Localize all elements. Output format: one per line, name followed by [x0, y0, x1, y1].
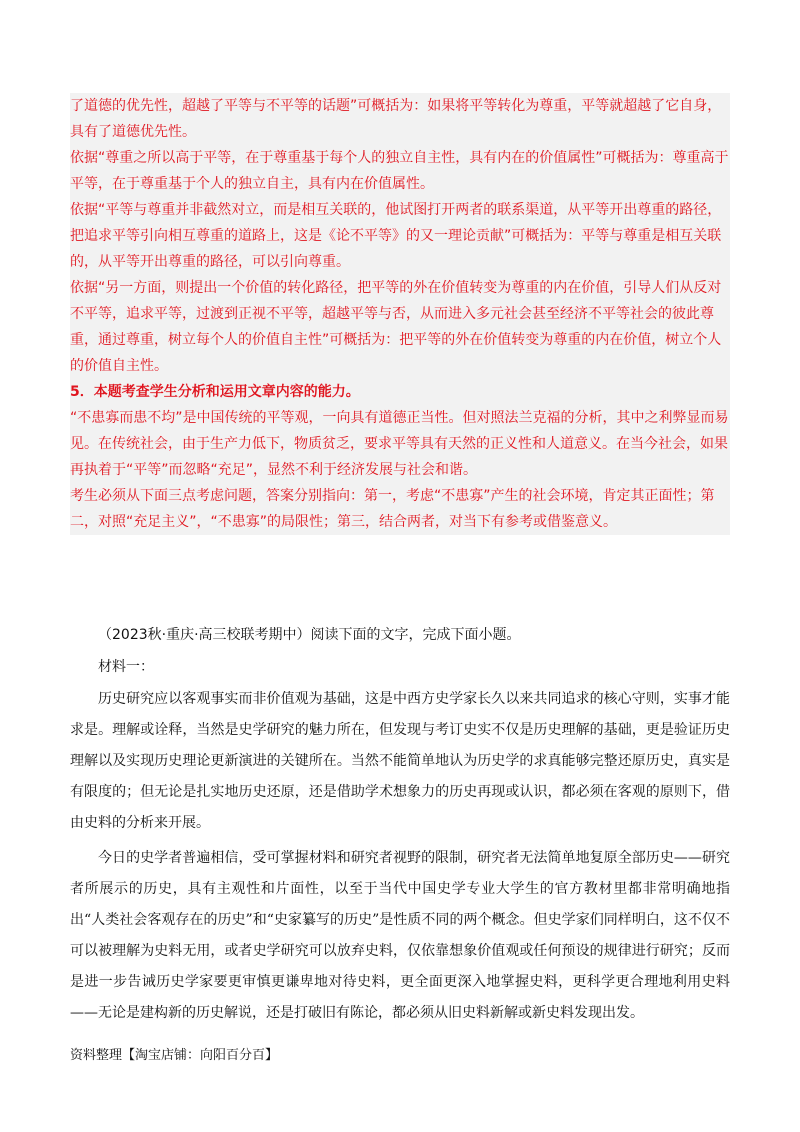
material-label: 材料一：	[98, 659, 154, 675]
answer-line: 依据“另一方面，则提出一个价值的转化路径，把平等的外在价值转变为尊重的内在价值，引导人们从反对不平等，追求平等，过渡到正视不平等，超越平等与否，从而进入多元社会甚至经济不平等社会的彼此尊重，通过尊重，树立每个人的价值自主性”可概括为：把平等的外在价值转变为尊重的内在价值，树立个人的价值自主性。	[70, 280, 722, 374]
answer-line: 考生必须从下面三点考虑问题，答案分别指向：第一，考虑“不患寡”产生的社会环境，肯定其正面性；第二，对照“充足主义”，“不患寡”的局限性；第三，结合两者，对当下有参考或借鉴意义。	[70, 488, 715, 530]
reading-passage	[70, 622, 730, 1029]
answer-line: 依据“尊重之所以高于平等，在于尊重基于每个人的独立自主性，具有内在的价值属性”可概括为：尊重高于平等，在于尊重基于个人的独立自主，具有内在价值属性。	[70, 150, 729, 192]
answer-line: 了道德的优先性，超越了平等与不平等的话题”可概括为：如果将平等转化为尊重，平等就超越了它自身，具有了道德优先性。	[70, 98, 722, 140]
question-5-heading: 5．本题考查学生分析和运用文章内容的能力。	[70, 384, 360, 400]
answer-line: 依据“平等与尊重并非截然对立，而是相互关联的，他试图打开两者的联系渠道，从平等开出尊重的路径，把追求平等引向相互尊重的道路上，这是《论不平等》的又一理论贡献”可概括为：平等与尊重是相互关联的，从平等开出尊重的路径，可以引向尊重。	[70, 202, 722, 270]
answer-line: “不患寡而患不均”是中国传统的平等观，一向具有道德正当性。但对照法兰克福的分析，其中之利弊显而易见。在传统社会，由于生产力低下，物质贫乏，要求平等具有天然的正义性和人道意义。在当今社会，如果再执着于“平等”而忽略“充足”，显然不利于经济发展与社会和谐。	[70, 410, 729, 478]
passage-intro: （2023秋·重庆·高三校联考期中）阅读下面的文字，完成下面小题。	[98, 627, 521, 643]
passage-paragraph: 历史研究应以客观事实而非价值观为基础，这是中西方史学家长久以来共同追求的核心守则，实事才能求是。理解或诠释，当然是史学研究的魅力所在，但发现与考订史实不仅是历史理解的基础，更是验证历史理解以及实现历史理论更新演进的关键所在。当然不能简单地认为历史学的求真能够完整还原历史，真实是有限度的；但无论是扎实地历史还原，还是借助学术想象力的历史再现或认识，都必须在客观的原则下，借由史料的分析来开展。	[70, 691, 730, 831]
footer-source: 资料整理【淘宝店铺：向阳百分百】	[70, 1048, 279, 1063]
answer-analysis-block	[70, 93, 730, 535]
passage-paragraph: 今日的史学者普遍相信，受可掌握材料和研究者视野的限制，研究者无法简单地复原全部历史——研究者所展示的历史，具有主观性和片面性，以至于当代中国史学专业大学生的官方教材里都非常明确地指出“人类社会客观存在的历史”和“史家纂写的历史”是性质不同的两个概念。但史学家们同样明白，这不仅不可以被理解为史料无用，或者史学研究可以放弃史料，仅依靠想象价值观或任何预设的规律进行研究；反而是进一步告诫历史学家要更审慎更谦卑地对待史料，更全面更深入地掌握史料，更科学更合理地利用史料——无论是建构新的历史解说，还是打破旧有陈论，都必须从旧史料新解或新史料发现出发。	[70, 850, 730, 1021]
